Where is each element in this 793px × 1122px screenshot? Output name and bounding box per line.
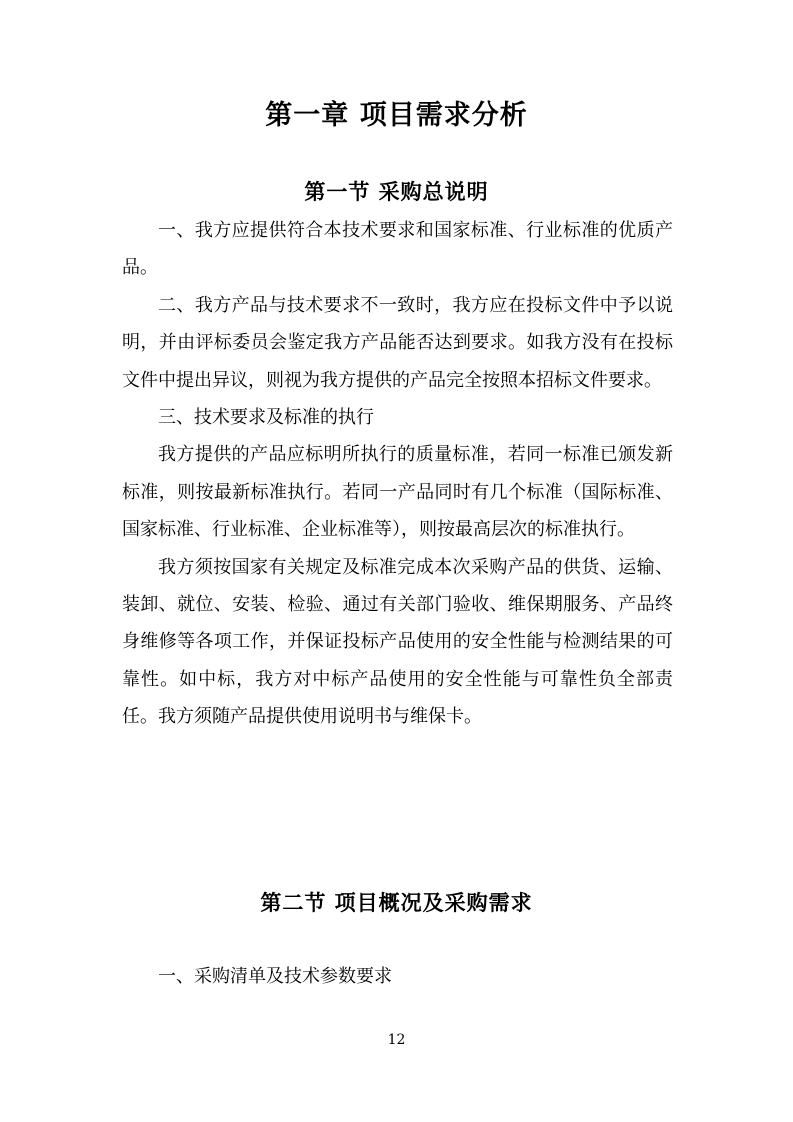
- paragraph-1: 一、我方应提供符合本技术要求和国家标准、行业标准的优质产品。: [122, 220, 673, 279]
- section-2-item-1: 一、采购清单及技术参数要求: [158, 966, 392, 987]
- section-1-body: [122, 212, 673, 736]
- section-title-2: 第二节 项目概况及采购需求: [260, 891, 533, 915]
- paragraph-3: 三、技术要求及标准的执行: [158, 407, 374, 429]
- paragraph-2: 二、我方产品与技术要求不一致时，我方应在投标文件中予以说明，并由评标委员会鉴定我方产品能否达到要求。如我方没有在投标文件中提出异议，则视为我方提供的产品完全按照本招标文件要求。: [122, 294, 673, 391]
- paragraph-5: 我方须按国家有关规定及标准完成本次采购产品的供货、运输、装卸、就位、安装、检验、通过有关部门验收、维保期服务、产品终身维修等各项工作，并保证投标产品使用的安全性能与检测结果的可靠性。如中标，我方对中标产品使用的安全性能与可靠性负全部责任。我方须随产品提供使用说明书与维保卡。: [122, 556, 673, 728]
- chapter-title: 第一章 项目需求分析: [265, 100, 528, 131]
- paragraph-4: 我方提供的产品应标明所执行的质量标准，若同一标准已颁发新标准，则按最新标准执行。若同一产品同时有几个标准（国际标准、国家标准、行业标准、企业标准等），则按最高层次的标准执行。: [122, 444, 673, 541]
- section-title-1: 第一节 采购总说明: [304, 180, 489, 204]
- page-number: 12: [387, 1032, 406, 1048]
